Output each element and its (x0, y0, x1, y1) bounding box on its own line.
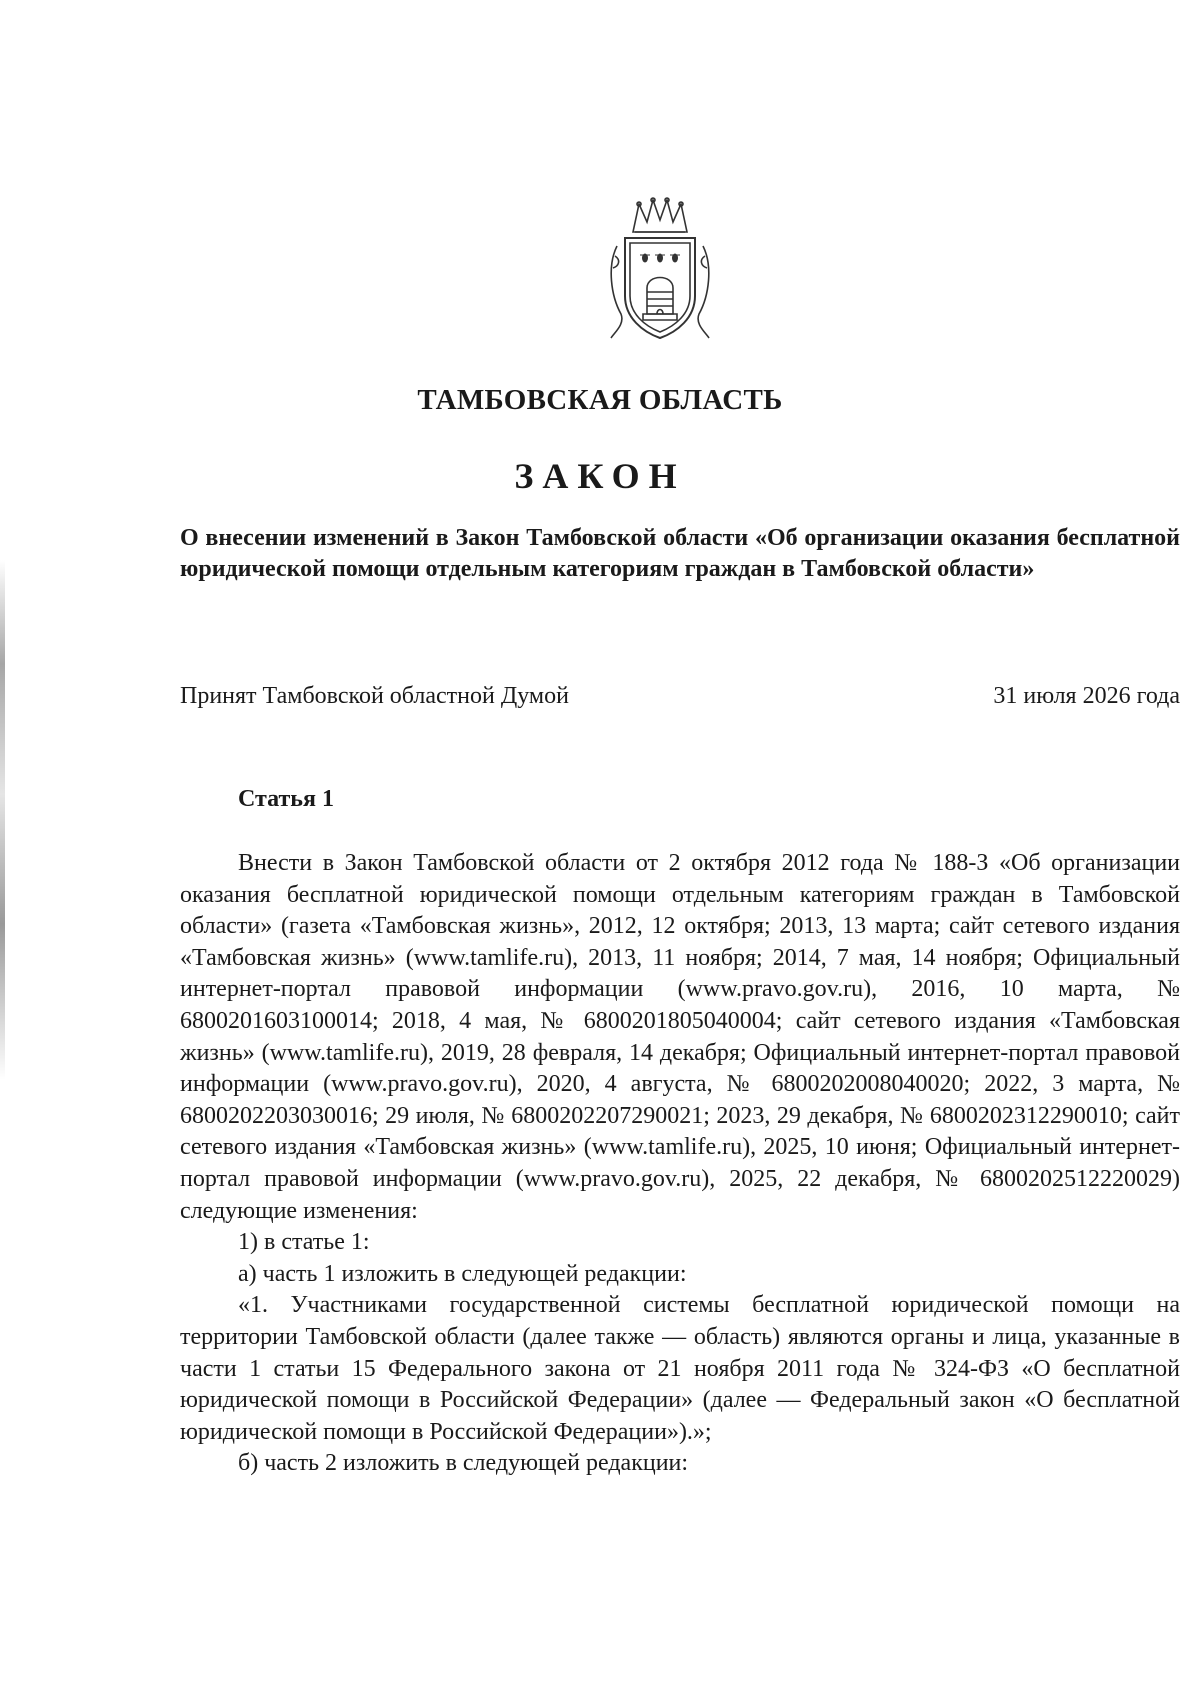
paragraph-item-1: 1) в статье 1: (238, 1229, 370, 1256)
adopted-by: Принят Тамбовской областной Думой (180, 683, 569, 709)
scan-edge-shadow (0, 560, 5, 1080)
paragraph-intro: Внести в Закон Тамбовской области от 2 октября 2012 года № 188-З «Об организации оказания бесплатной юридической помощи отдельным категориям граждан в Тамбовской области» (газета «Тамбовская жизнь», 2012, 12 октября; 2013, 13 марта; сайт сетевого издания «Тамбовская жизнь» (www.tamlife.ru), 2013, 11 ноября; 2014, 7 мая, 14 ноября; Официальный интернет-портал правовой информации (www.pravo.gov.ru), 2016, 10 марта, № 6800201603100014; 2018, 4 мая, № 6800201805040004; сайт сетевого издания «Тамбовская жизнь» (www.tamlife.ru), 2019, 28 февраля, 14 декабря; Официальный интернет-портал правовой информации (www.pravo.gov.ru), 2020, 4 августа, № 6800202008040020; 2022, 3 марта, № 6800202203030016; 29 июля, № 6800202207290021; 2023, 29 декабря, № 6800202312290010; сайт сетевого издания «Тамбовская жизнь» (www.tamlife.ru), 2025, 10 июня; Официальный интернет-портал правовой информации (www.pravo.gov.ru), 2025, 22 декабря, № 6800202512220029) следующие изменения: (180, 850, 1180, 1224)
adoption-line (180, 683, 1180, 710)
adopted-date: 31 июля 2026 года (993, 683, 1180, 709)
paragraph-subitem-b: б) часть 2 изложить в следующей редакции: (238, 1450, 689, 1477)
paragraph-quoted-text: «1. Участниками государственной системы бесплатной юридической помощи на территории Тамбовской области (далее также — область) являются органы и лица, указанные в части 1 статьи 15 Федерального закона от 21 ноября 2011 года № 324-ФЗ «О бесплатной юридической помощи в Российской Федерации» (далее — Федеральный закон «О бесплатной юридической помощи в Российской Федерации»).»; (180, 1292, 1180, 1445)
region-heading: ТАМБОВСКАЯ ОБЛАСТЬ (417, 384, 783, 416)
document-type-heading: ЗАКОН (514, 456, 686, 496)
tambov-coat-of-arms-icon (605, 196, 715, 346)
law-title: О внесении изменений в Закон Тамбовской области «Об организации оказания бесплатной юридической помощи отдельным категориям граждан в Тамбовской области» (180, 525, 1180, 582)
article-heading: Статья 1 (238, 786, 334, 812)
article-body (180, 848, 1180, 1480)
paragraph-subitem-a: а) часть 1 изложить в следующей редакции: (238, 1260, 687, 1287)
